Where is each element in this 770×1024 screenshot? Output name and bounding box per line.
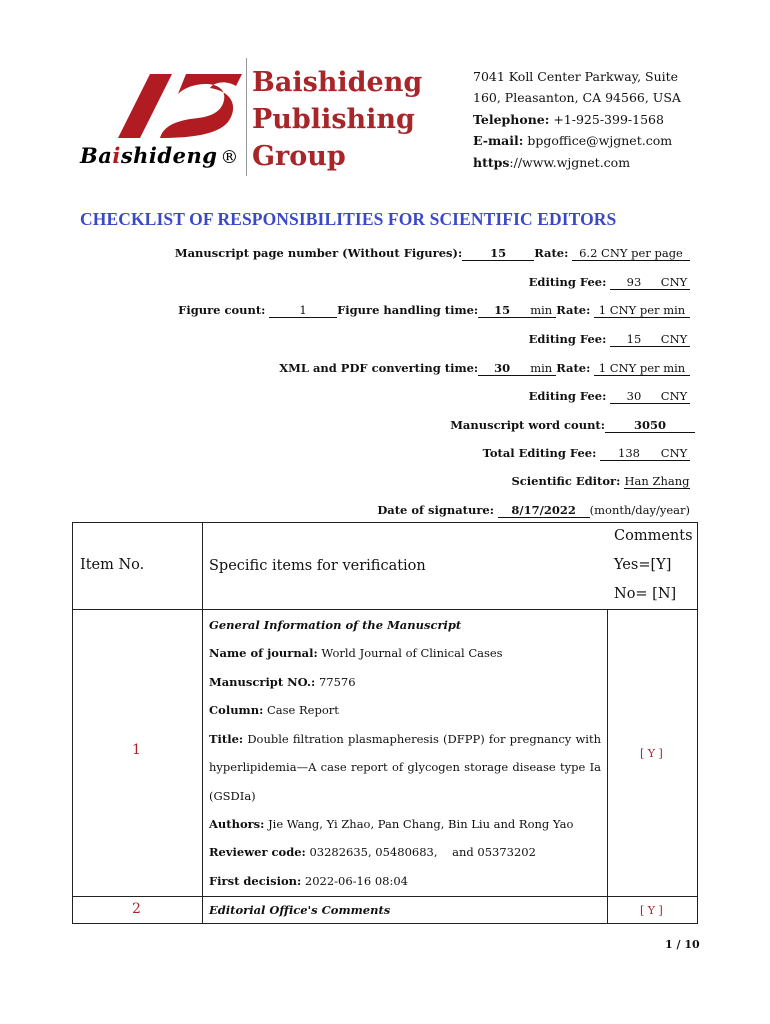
page-rate-value: 6.2 CNY per page xyxy=(572,247,690,261)
website: https://www.wjgnet.com xyxy=(473,155,631,170)
figure-fee-row: Editing Fee: 15 CNY xyxy=(529,332,690,347)
row-1-column: Column: Case Report xyxy=(209,703,339,717)
brand-line-2: Publishing xyxy=(252,104,415,135)
address-line-2: 160, Pleasanton, CA 94566, USA xyxy=(473,90,681,105)
row-1-authors: Authors: Jie Wang, Yi Zhao, Pan Chang, Bin Liu and Rong Yao xyxy=(209,817,574,831)
page-number-row: Manuscript page number (Without Figures): 15 Rate: 6.2 CNY per page xyxy=(175,246,690,261)
row-1-title-line-2: hyperlipidemia—A case report of glycogen storage disease type Ia xyxy=(209,760,601,774)
word-count-value: 3050 xyxy=(605,419,695,433)
page-indicator: 1 / 10 xyxy=(665,938,700,951)
row-1-mark: [ Y ] xyxy=(640,747,663,760)
header-specific-items: Specific items for verification xyxy=(209,558,426,574)
page-fee-row: Editing Fee: 93 CNY xyxy=(529,275,690,290)
page-fee-value: 93 xyxy=(610,276,658,290)
baishideng-logo-mark xyxy=(110,70,245,140)
header-item-no: Item No. xyxy=(80,557,145,573)
figure-time-value: 15 xyxy=(478,304,526,318)
page-number-value: 15 xyxy=(462,247,534,261)
xml-row: XML and PDF converting time: 30 min Rate: 1 CNY per min xyxy=(279,361,690,376)
figure-count-value: 1 xyxy=(269,304,337,318)
row-2-mark: [ Y ] xyxy=(640,904,663,917)
figure-rate-value: 1 CNY per min xyxy=(594,304,690,318)
editor-value: Han Zhang xyxy=(624,474,690,488)
date-value: 8/17/2022 xyxy=(498,504,590,518)
row-1-number: 1 xyxy=(132,742,141,758)
logo-separator xyxy=(246,58,247,176)
total-fee-row: Total Editing Fee: 138 CNY xyxy=(483,446,690,461)
logo-wordmark: Baishideng ® xyxy=(80,143,239,168)
telephone: Telephone: +1-925-399-1568 xyxy=(473,112,664,127)
brand-line-1: Baishideng xyxy=(252,67,423,98)
email: E-mail: bpgoffice@wjgnet.com xyxy=(473,133,673,148)
row-1-section: General Information of the Manuscript xyxy=(209,618,462,632)
row-1-title-line-3: (GSDIa) xyxy=(209,789,256,803)
header-yes: Yes=[Y] xyxy=(614,557,672,573)
row-1-manuscript-no: Manuscript NO.: 77576 xyxy=(209,675,356,689)
xml-time-value: 30 xyxy=(478,362,526,376)
date-row: Date of signature: 8/17/2022 (month/day/year) xyxy=(377,503,690,517)
word-count-row: Manuscript word count: 3050 xyxy=(450,418,695,433)
figure-row: Figure count: 1 Figure handling time: 15 min Rate: 1 CNY per min xyxy=(178,303,690,318)
row-1-decision: First decision: 2022-06-16 08:04 xyxy=(209,874,408,888)
row-1-reviewer: Reviewer code: 03282635, 05480683, and 05373202 xyxy=(209,845,536,859)
page-title: CHECKLIST OF RESPONSIBILITIES FOR SCIENTIFIC EDITORS xyxy=(80,209,617,229)
brand-line-3: Group xyxy=(252,141,346,172)
header-no: No= [N] xyxy=(614,586,677,602)
xml-fee-row: Editing Fee: 30 CNY xyxy=(529,389,690,404)
row-1-journal: Name of journal: World Journal of Clinical Cases xyxy=(209,646,503,660)
total-fee-value: 138 xyxy=(600,447,658,461)
address-line-1: 7041 Koll Center Parkway, Suite xyxy=(473,69,679,84)
xml-rate-value: 1 CNY per min xyxy=(594,362,690,376)
xml-fee-value: 30 xyxy=(610,390,658,404)
figure-fee-value: 15 xyxy=(610,333,658,347)
row-2-number: 2 xyxy=(132,901,141,917)
header-comments: Comments xyxy=(614,528,693,544)
row-2-section: Editorial Office's Comments xyxy=(209,903,391,917)
checklist-table xyxy=(72,522,698,924)
editor-row: Scientific Editor: Han Zhang xyxy=(511,474,690,488)
row-1-title-line-1: Title: Double filtration plasmapheresis (DFPP) for pregnancy with xyxy=(209,732,601,746)
